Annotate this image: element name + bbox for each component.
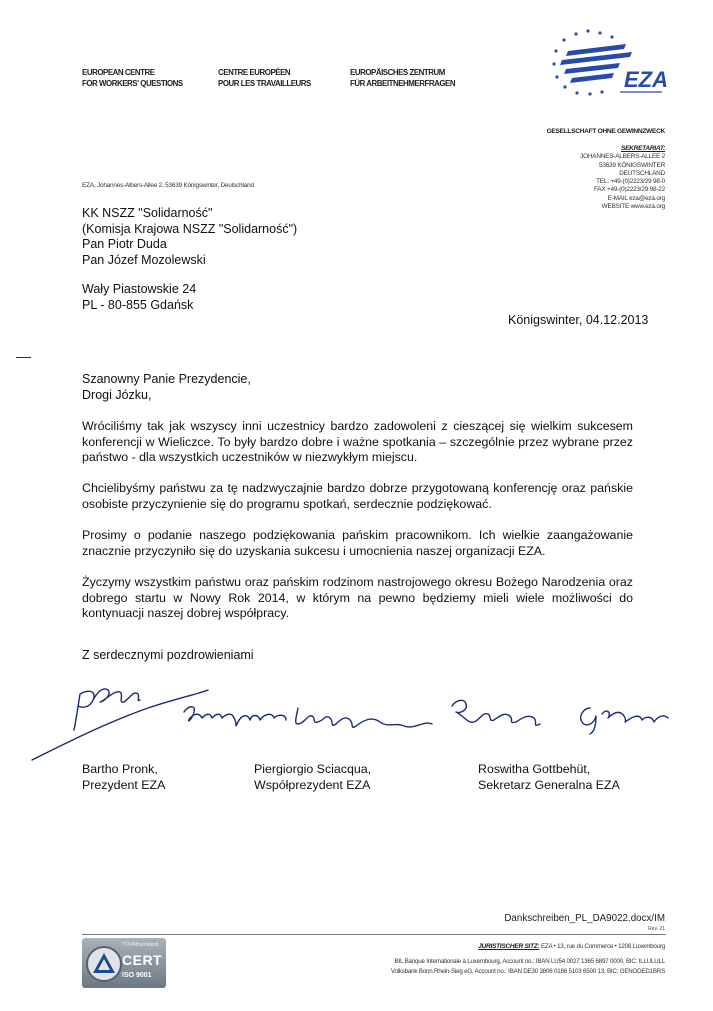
- secretariat-label: SEKRETARIAT:: [620, 145, 665, 152]
- legal-seat-address: EZA • 13, rue du Commerce • 1208 Luxembourg: [540, 943, 665, 950]
- tuv-triangle-icon: [86, 946, 122, 982]
- cert-iso: ISO 9001: [122, 972, 152, 979]
- recipient-block: KK NSZZ "Solidarność" (Komisja Krajowa NSZZ "Solidarność") Pan Piotr Duda Pan Józef Mozolewski: [82, 206, 298, 267]
- cert-issuer: TÜVRheinland: [122, 942, 159, 948]
- footer-divider: [82, 934, 666, 935]
- paragraph-1: Wróciliśmy tak jak wszyscy inni uczestnicy bardzo zadowoleni z cieszącej się wielkim sukcesem konferencji w Wieliczce. To były bardzo dobre i ważne spotkania – szczególnie przez wybrane przez państwo - dla wszystkich uczestników w niezwykłym miejscu.: [82, 419, 633, 465]
- closing: Z serdecznymi pozdrowieniami: [82, 648, 254, 662]
- bank-account-2: Volksbank Bonn Rhein-Sieg eG, Account no.: IBAN DE30 3806 0186 5103 6500 13, BIC: GENODED1BRS: [390, 968, 665, 975]
- sender-return-line: EZA, Johannes-Albers-Allee 2, 53639 Königswinter, Deutschland: [82, 182, 254, 189]
- signatory-sciacqua: Piergiorgio Sciacqua, Współprezydent EZA: [254, 762, 372, 792]
- nonprofit-label: GESELLSCHAFT OHNE GEWINNZWECK: [546, 128, 665, 135]
- document-reference: Dankschreiben_PL_DA9022.docx/IM: [504, 913, 665, 924]
- paragraph-2: Chcielibyśmy państwu za tę nadzwyczajnie bardzo dobrze przygotowaną konferencję oraz pańskie osobiste przyczynienie się do programu spotkań, serdecznie podziękować.: [82, 481, 633, 511]
- org-name-fr: CENTRE EUROPÉEN POUR LES TRAVAILLEURS: [218, 67, 311, 88]
- eza-logo: [528, 24, 668, 102]
- tuv-cert-badge: [82, 938, 166, 988]
- cert-label: CERT: [122, 952, 163, 968]
- org-name-en: EUROPEAN CENTRE FOR WORKERS' QUESTIONS: [82, 67, 183, 88]
- secretariat-block: SEKRETARIAT: JOHANNES-ALBERS-ALLEE 2 53639 KÖNIGSWINTER DEUTSCHLAND TEL. +49-(0)2223/29 98-0 FAX +49-(0)2223/29 98-22 E-MAIL eza@eza.org WEBSITE www.eza.org: [580, 145, 665, 211]
- recipient-address: Wały Piastowskie 24 PL - 80-855 Gdańsk: [82, 282, 197, 312]
- signatory-pronk: Bartho Pronk, Prezydent EZA: [82, 762, 166, 792]
- paragraph-4: Życzymy wszystkim państwu oraz pańskim rodzinom nastrojowego okresu Bożego Narodzenia oraz dobrego startu w Nowy Rok 2014, w którym na pewno będziemy mieli wiele możliwości do kontynuacji naszej dobrej współpracy.: [82, 575, 633, 621]
- signatory-gottbehut: Roswitha Gottbehüt, Sekretarz Generalna EZA: [478, 762, 620, 792]
- eza-logo-graphic: [528, 24, 668, 102]
- legal-seat-label: JURISTISCHER SITZ:: [478, 943, 540, 950]
- legal-seat-line: [478, 942, 665, 952]
- signatures-handwritten: [28, 672, 678, 772]
- salutation: Szanowny Panie Prezydencie, Drogi Józku,: [82, 372, 251, 402]
- revision-label: Rev. 21: [648, 926, 665, 932]
- paragraph-3: Prosimy o podanie naszego podziękowania pańskim pracownikom. Ich wielkie zaangażowanie znacznie przyczyniło się do uzyskania sukcesu i umocnienia naszej organizacji EZA.: [82, 528, 633, 558]
- eza-logo-text: EZA: [624, 67, 668, 92]
- letter-date: Königswinter, 04.12.2013: [508, 313, 649, 327]
- fold-mark: [16, 357, 31, 358]
- bank-account-1: BIL Banque Internationale à Luxembourg, Account no.: IBAN LU54 0027 1365 6897 0000, BIC: ILLULULL: [394, 958, 665, 965]
- org-name-de: EUROPÄISCHES ZENTRUM FÜR ARBEITNEHMERFRAGEN: [350, 67, 456, 88]
